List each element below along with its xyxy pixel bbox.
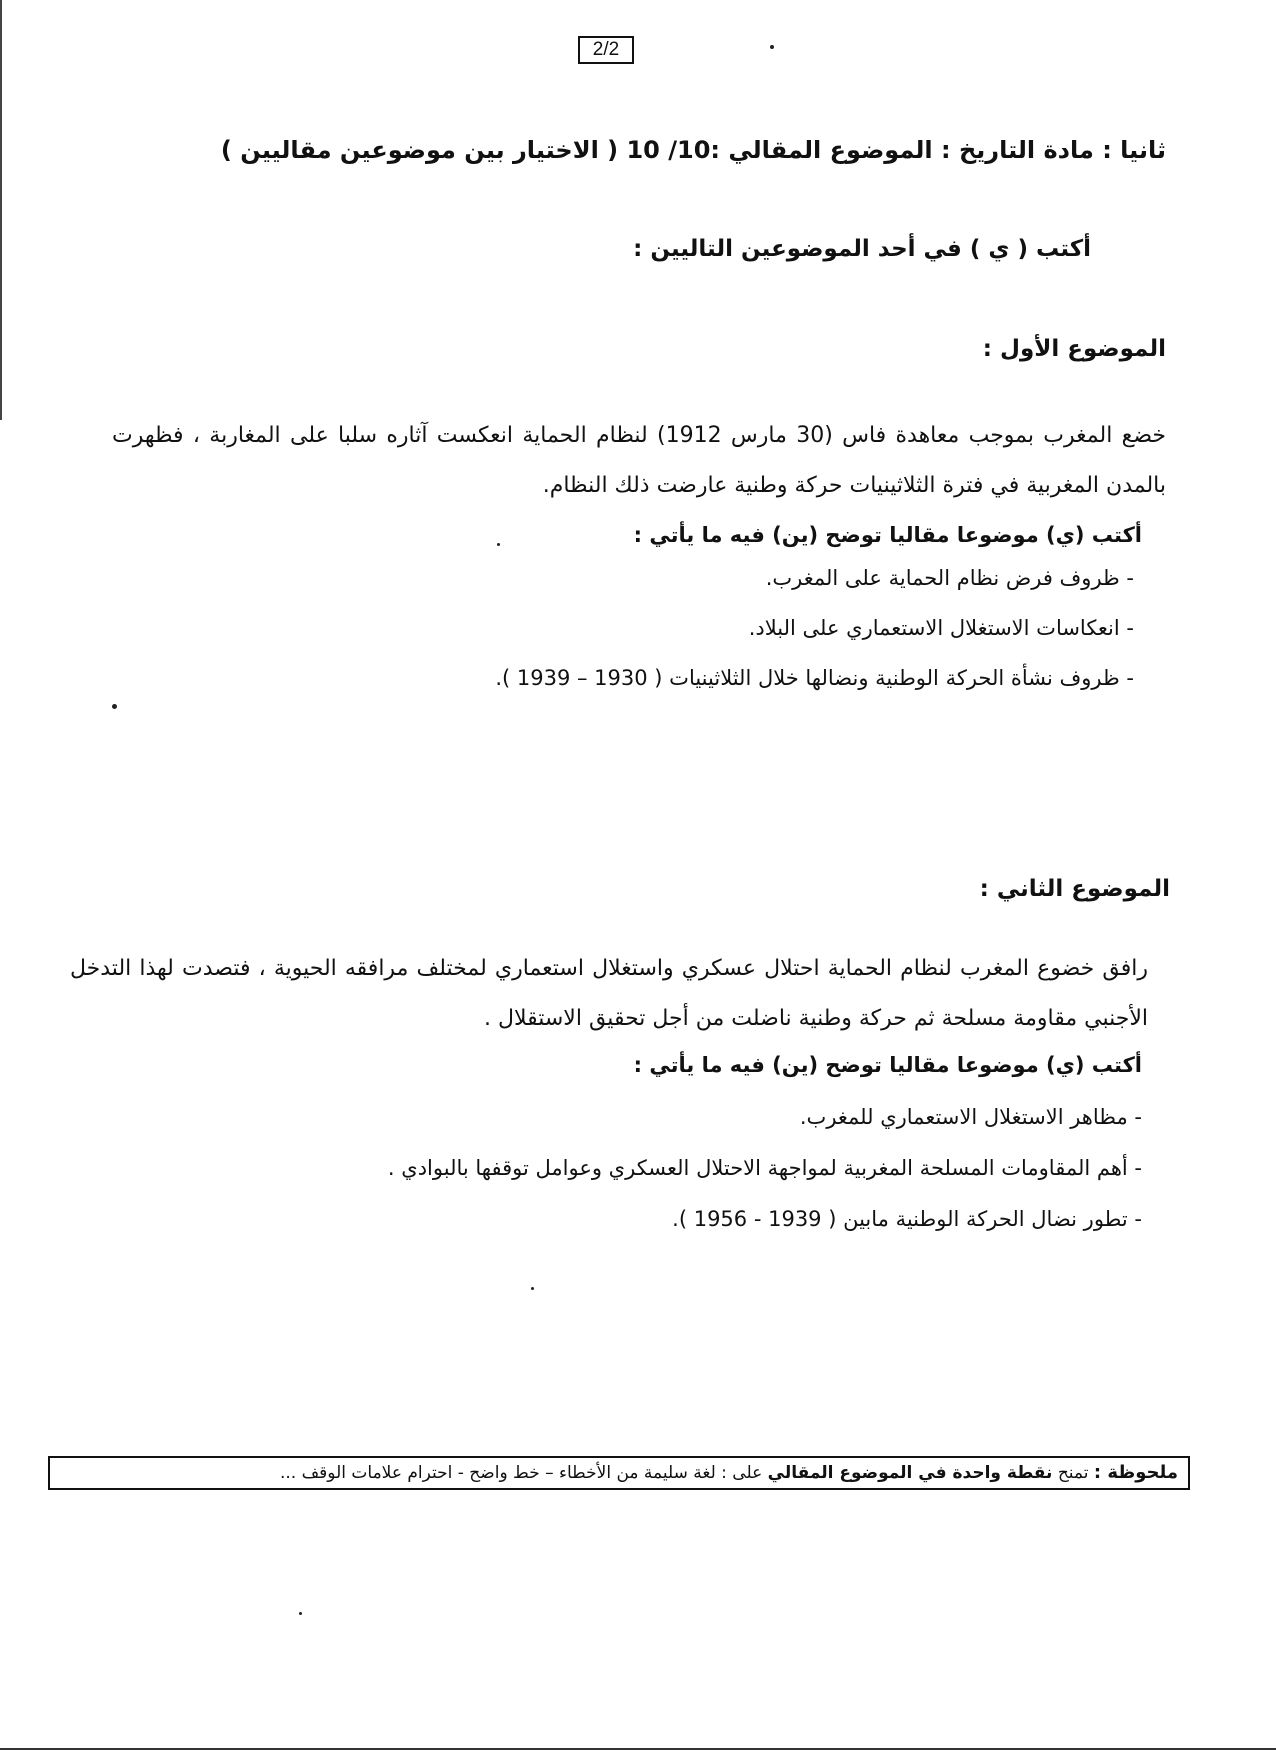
- note-text-after: على : لغة سليمة من الأخطاء – خط واضح - احترام علامات الوقف ...: [279, 1463, 763, 1483]
- topic2-paragraph: رافق خضوع المغرب لنظام الحماية احتلال عسكري واستغلال استعماري لمختلف مرافقه الحيوية ، فتصدت لهذا التدخل الأجنبي مقاومة مسلحة ثم حركة وطنية ناضلت من أجل تحقيق الاستقلال .: [70, 956, 1148, 1031]
- scan-speck: [770, 45, 774, 49]
- instruction: أكتب ( ي ) في أحد الموضوعين التاليين :: [633, 236, 1091, 262]
- scan-speck: [112, 704, 117, 709]
- scan-speck: [497, 543, 500, 546]
- note-text-before: تمنح: [1057, 1463, 1089, 1483]
- topic2-item: - أهم المقاومات المسلحة المغربية لمواجهة الاحتلال العسكري وعوامل توقفها بالبوادي .: [387, 1156, 1142, 1180]
- scan-speck: [531, 1287, 534, 1290]
- topic1-paragraph: خضع المغرب بموجب معاهدة فاس (30 مارس 1912) لنظام الحماية انعكست آثاره سلبا على المغاربة ، فظهرت بالمدن المغربية في فترة الثلاثينيات حركة وطنية عارضت ذلك النظام.: [112, 423, 1166, 498]
- bottom-rule: [0, 1748, 1276, 1750]
- note-label: ملحوظة :: [1093, 1462, 1178, 1483]
- note-emphasis: نقطة واحدة في الموضوع المقالي: [767, 1463, 1053, 1483]
- scan-speck: [299, 1612, 302, 1615]
- note-box: [48, 1456, 1190, 1490]
- topic2-heading: الموضوع الثاني :: [979, 876, 1170, 902]
- topic1-item: - ظروف فرض نظام الحماية على المغرب.: [765, 566, 1134, 590]
- topic1-prompt: أكتب (ي) موضوعا مقاليا توضح (ين) فيه ما يأتي :: [633, 523, 1142, 547]
- topic1-item: - ظروف نشأة الحركة الوطنية ونضالها خلال الثلاثينيات ( 1930 – 1939 ).: [495, 666, 1134, 690]
- scan-left-edge: [0, 0, 2, 420]
- topic1-heading: الموضوع الأول :: [982, 336, 1166, 362]
- topic1-item: - انعكاسات الاستغلال الاستعماري على البلاد.: [748, 616, 1134, 640]
- page-number-box: 2/2: [578, 36, 634, 64]
- topic2-item: - تطور نضال الحركة الوطنية مابين ( 1939 - 1956 ).: [672, 1207, 1142, 1231]
- section-title: ثانيا : مادة التاريخ : الموضوع المقالي :10/ 10 ( الاختيار بين موضوعين مقاليين ): [220, 136, 1166, 164]
- topic2-prompt: أكتب (ي) موضوعا مقاليا توضح (ين) فيه ما يأتي :: [633, 1053, 1142, 1077]
- topic2-item: - مظاهر الاستغلال الاستعماري للمغرب.: [799, 1105, 1142, 1129]
